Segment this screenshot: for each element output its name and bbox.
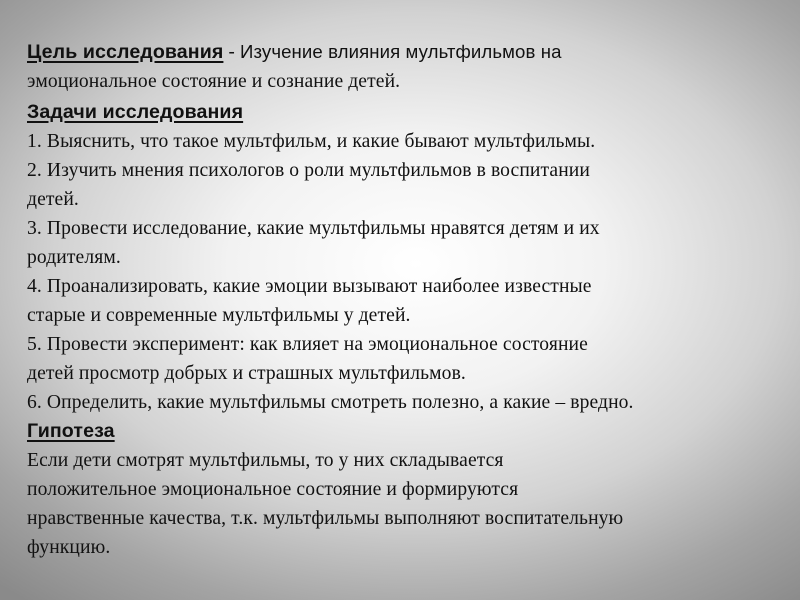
task-line: старые и современные мультфильмы у детей. [27,305,411,326]
task-line: 6. Определить, какие мультфильмы смотреть полезно, а какие – вредно. [27,392,634,413]
hypothesis-line: положительное эмоциональное состояние и формируются [27,479,519,500]
task-line: 1. Выяснить, что такое мультфильм, и какие бывают мультфильмы. [27,131,596,152]
task-line: родителям. [27,247,121,268]
hypothesis-line: функцию. [27,537,111,558]
hypothesis-line: нравственные качества, т.к. мультфильмы выполняют воспитательную [27,508,624,529]
tasks-heading-line [27,98,787,127]
goal-dash: - [228,41,236,63]
task-line: 5. Провести эксперимент: как влияет на эмоциональное состояние [27,334,588,355]
hypothesis-heading: Гипотеза [27,420,115,442]
task-line: детей просмотр добрых и страшных мультфильмов. [27,363,466,384]
hypothesis-heading-line [27,417,787,446]
tasks-heading: Задачи исследования [27,101,244,123]
slide-content [27,37,787,562]
hypothesis-line: Если дети смотрят мультфильмы, то у них складывается [27,450,504,471]
goal-text-line-1: Изучение влияния мультфильмов на [240,41,562,62]
goal-text-line-2: эмоциональное состояние и сознание детей. [27,71,401,92]
goal-heading: Цель исследования [27,41,224,63]
task-line: 4. Проанализировать, какие эмоции вызывают наиболее известные [27,276,592,297]
task-line: детей. [27,189,79,210]
task-line: 3. Провести исследование, какие мультфильмы нравятся детям и их [27,218,600,239]
task-line: 2. Изучить мнения психологов о роли мультфильмов в воспитании [27,160,590,181]
goal-line-1 [27,37,787,67]
